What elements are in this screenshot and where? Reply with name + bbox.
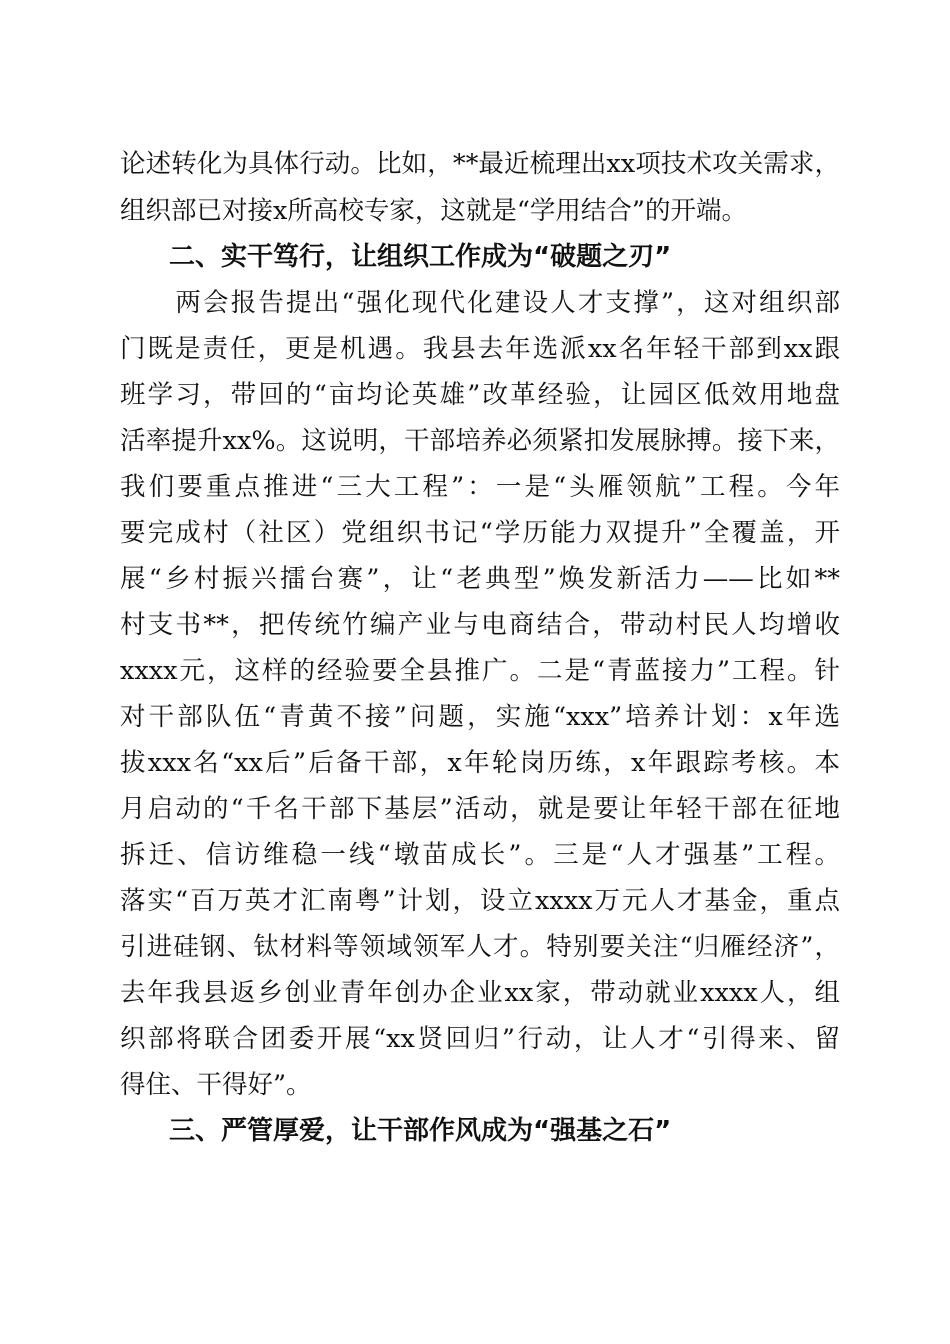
paragraph-line: 要完成村（社区）党组织书记“学历能力双提升”全覆盖，开	[120, 518, 840, 548]
paragraph-line: 月启动的“千名干部下基层”活动，就是要让年轻干部在征地	[120, 794, 840, 824]
paragraph-line: 拆迁、信访维稳一线“墩苗成长”。三是“人才强基”工程。	[120, 840, 840, 870]
paragraph-line: 两会报告提出“强化现代化建设人才支撑”，这对组织部	[120, 288, 840, 318]
paragraph-line: 村支书**，把传统竹编产业与电商结合，带动村民人均增收	[120, 610, 840, 640]
paragraph-line: 得住、干得好”。	[120, 1070, 312, 1100]
paragraph-line: 展“乡村振兴擂台赛”，让“老典型”焕发新活力——比如**	[120, 564, 840, 594]
paragraph-line: 去年我县返乡创业青年创办企业xx家，带动就业xxxx人，组	[120, 978, 840, 1008]
paragraph-line: 引进硅钢、钛材料等领域领军人才。特别要关注“归雁经济”，	[120, 932, 840, 962]
section-heading-2: 二、实干笃行，让组织工作成为“破题之刃”	[169, 242, 672, 272]
paragraph-line: 织部将联合团委开展“xx贤回归”行动，让人才“引得来、留	[120, 1024, 840, 1054]
paragraph-line: 落实“百万英才汇南粤”计划，设立xxxx万元人才基金，重点	[120, 886, 840, 916]
paragraph-line: 我们要重点推进“三大工程”：一是“头雁领航”工程。今年	[120, 472, 840, 502]
paragraph-line: 活率提升xx%。这说明，干部培养必须紧扣发展脉搏。接下来，	[120, 426, 840, 456]
paragraph-line: 组织部已对接x所高校专家，这就是“学用结合”的开端。	[120, 196, 747, 226]
paragraph-line: 对干部队伍“青黄不接”问题，实施“xxx”培养计划：x年选	[120, 702, 840, 732]
paragraph-line: 论述转化为具体行动。比如，**最近梳理出xx项技术攻关需求，	[120, 149, 840, 179]
paragraph-line: 门既是责任，更是机遇。我县去年选派xx名年轻干部到xx跟	[120, 334, 840, 364]
paragraph-line: 班学习，带回的“亩均论英雄”改革经验，让园区低效用地盘	[120, 380, 840, 410]
paragraph-line: xxxx元，这样的经验要全县推广。二是“青蓝接力”工程。针	[120, 656, 840, 686]
section-heading-3: 三、严管厚爱，让干部作风成为“强基之石”	[169, 1116, 672, 1146]
paragraph-line: 拔xxx名“xx后”后备干部，x年轮岗历练，x年跟踪考核。本	[120, 748, 840, 778]
